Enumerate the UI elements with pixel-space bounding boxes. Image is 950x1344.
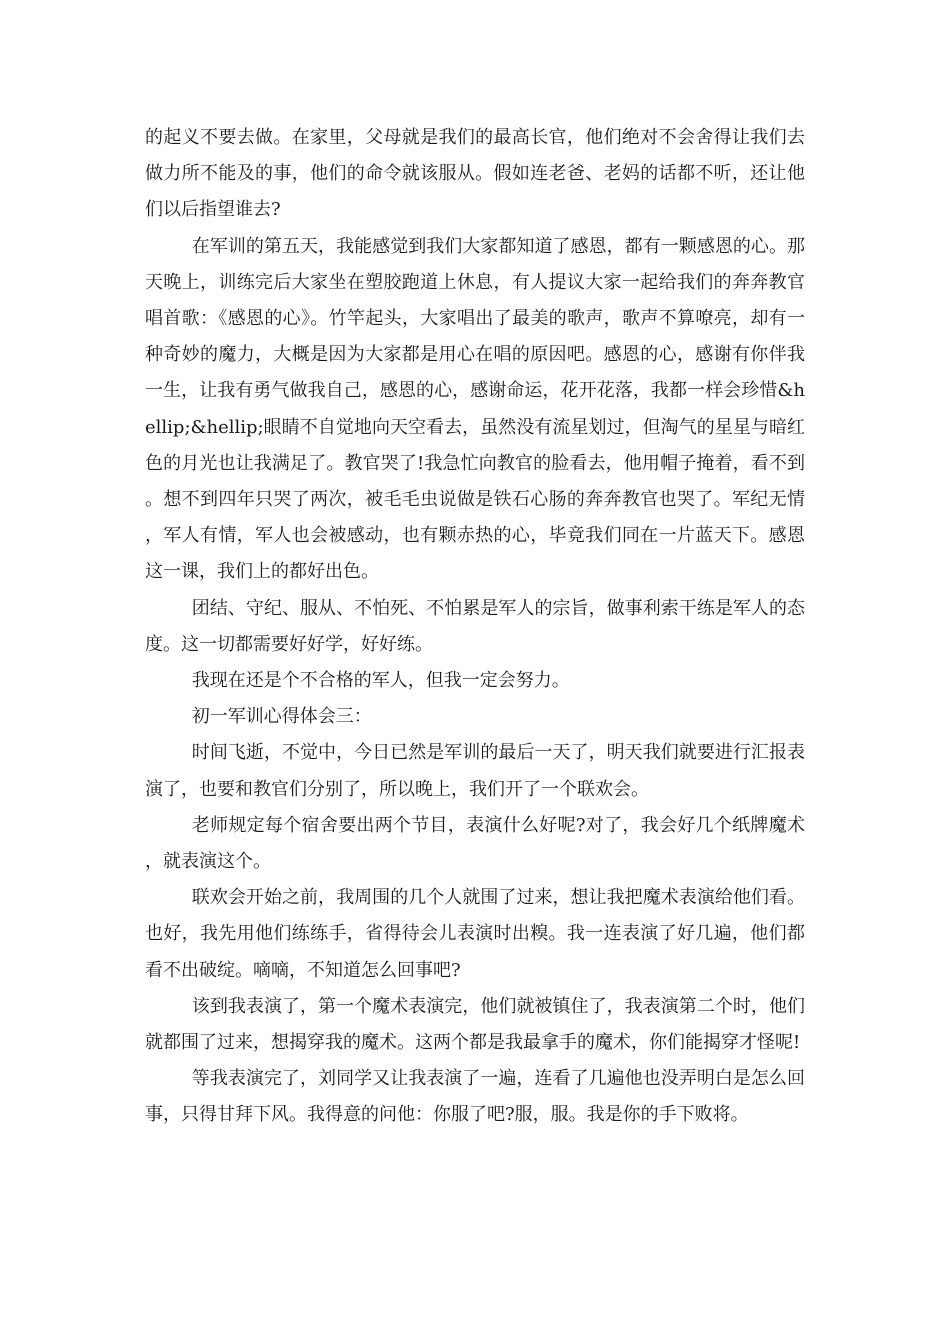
document-body [145, 120, 805, 1134]
paragraph-6: 时间飞逝，不觉中，今日已然是军训的最后一天了，明天我们就要进行汇报表演了，也要和教官们分别了，所以晚上，我们开了一个联欢会。 [145, 742, 805, 800]
paragraph-1: 的起义不要去做。在家里，父母就是我们的最高长官，他们绝对不会舍得让我们去做力所不能及的事，他们的命令就该服从。假如连老爸、老妈的话都不听，还让他们以后指望谁去? [145, 127, 805, 221]
paragraph-9: 该到我表演了，第一个魔术表演完，他们就被镇住了，我表演第二个时，他们就都围了过来，想揭穿我的魔术。这两个都是我最拿手的魔术，你们能揭穿才怪呢! [145, 995, 805, 1054]
paragraph-7: 老师规定每个宿舍要出两个节目，表演什么好呢?对了，我会好几个纸牌魔术，就表演这个。 [145, 814, 805, 873]
paragraph-2: 在军训的第五天，我能感觉到我们大家都知道了感恩，都有一颗感恩的心。那天晚上，训练完后大家坐在塑胶跑道上休息，有人提议大家一起给我们的奔奔教官唱首歌：《感恩的心》。竹竿起头，大家唱出了最美的歌声，歌声不算嘹亮，却有一种奇妙的魔力，大概是因为大家都是用心在唱的原因吧。感恩的心，感谢有你伴我一生，让我有勇气做我自己，感恩的心，感谢命运，花开花落，我都一样会珍惜&hellip;&hellip;眼睛不自觉地向天空看去，虽然没有流星划过，但淘气的星星与暗红色的月光也让我满足了。教官哭了!我急忙向教官的脸看去，他用帽子掩着，看不到。想不到四年只哭了两次，被毛毛虫说做是铁石心肠的奔奔教官也哭了。军纪无情，军人有情，军人也会被感动，也有颗赤热的心，毕竟我们同在一片蓝天下。感恩这一课，我们上的都好出色。 [145, 235, 805, 583]
paragraph-4: 我现在还是个不合格的军人，但我一定会努力。 [191, 670, 570, 692]
section-heading: 初一军训心得体会三： [191, 706, 372, 728]
paragraph-10: 等我表演完了，刘同学又让我表演了一遍，连看了几遍他也没弄明白是怎么回事，只得甘拜下风。我得意的问他：你服了吧?服，服。我是你的手下败将。 [145, 1068, 805, 1126]
paragraph-8: 联欢会开始之前，我周围的几个人就围了过来，想让我把魔术表演给他们看。也好，我先用他们练练手，省得待会儿表演时出糗。我一连表演了好几遍，他们都看不出破绽。嘀嘀，不知道怎么回事吧? [145, 887, 805, 981]
paragraph-3: 团结、守纪、服从、不怕死、不怕累是军人的宗旨，做事利索干练是军人的态度。这一切都需要好好学，好好练。 [145, 597, 805, 655]
